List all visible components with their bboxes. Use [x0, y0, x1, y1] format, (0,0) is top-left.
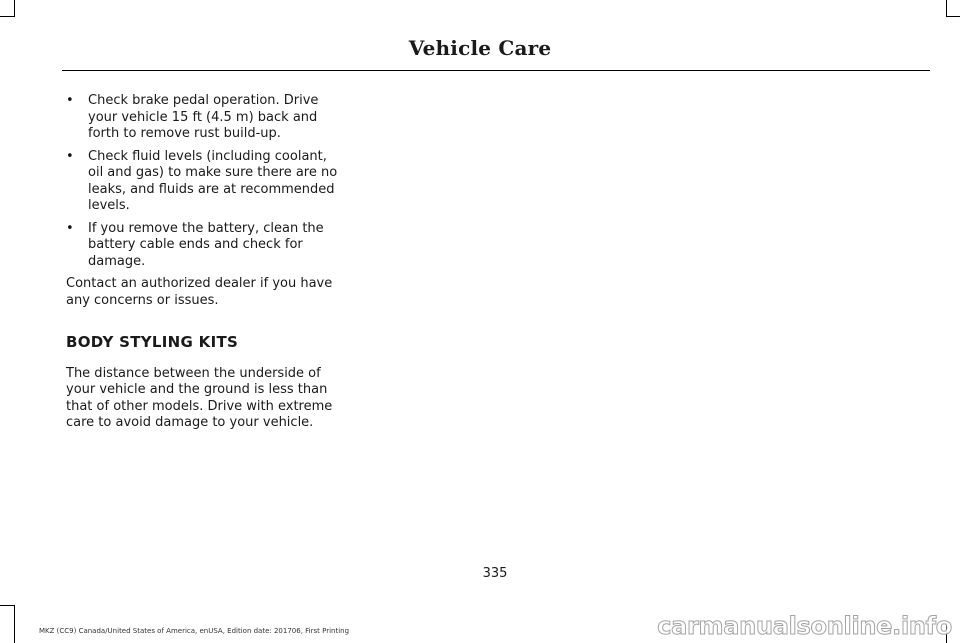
crop-mark-top-right-horizontal: [946, 16, 960, 17]
bullet-dot: •: [66, 220, 74, 236]
main-content: [66, 93, 344, 432]
list-item: [66, 221, 344, 271]
bullet-dot: •: [66, 148, 74, 164]
section-heading: BODY STYLING KITS: [66, 333, 239, 351]
list-item-text: Check brake pedal operation. Drive your vehicle 15 ft (4.5 m) back and forth to remove rust build-up.: [88, 93, 319, 141]
list-item: [66, 149, 344, 215]
list-item-text: If you remove the battery, clean the battery cable ends and check for damage.: [88, 220, 324, 269]
crop-mark-top-left-vertical: [14, 0, 15, 16]
page-header-title: Vehicle Care: [408, 36, 552, 60]
bullet-list: [66, 93, 344, 270]
watermark-text: carmanualsonline.info: [657, 612, 952, 640]
contact-paragraph: Contact an authorized dealer if you have any concerns or issues.: [66, 276, 333, 308]
list-item: [66, 93, 344, 143]
page-number: 335: [482, 566, 508, 581]
edition-footer: MKZ (CC9) Canada/United States of America, enUSA, Edition date: 201706, First Printing: [39, 627, 350, 635]
header-divider: [62, 70, 930, 71]
list-item-text: Check fluid levels (including coolant, oil and gas) to make sure there are no leaks, and fluids are at recommended levels.: [88, 148, 338, 213]
section-paragraph: The distance between the underside of your vehicle and the ground is less than that of other models. Drive with extreme care to avoid damage to your vehicle.: [66, 365, 333, 430]
bullet-dot: •: [66, 93, 74, 108]
crop-mark-top-right-vertical: [946, 0, 947, 16]
crop-mark-bottom-left-vertical: [14, 605, 15, 643]
crop-mark-bottom-left-horizontal: [0, 605, 15, 606]
crop-mark-top-left-horizontal: [0, 16, 15, 17]
